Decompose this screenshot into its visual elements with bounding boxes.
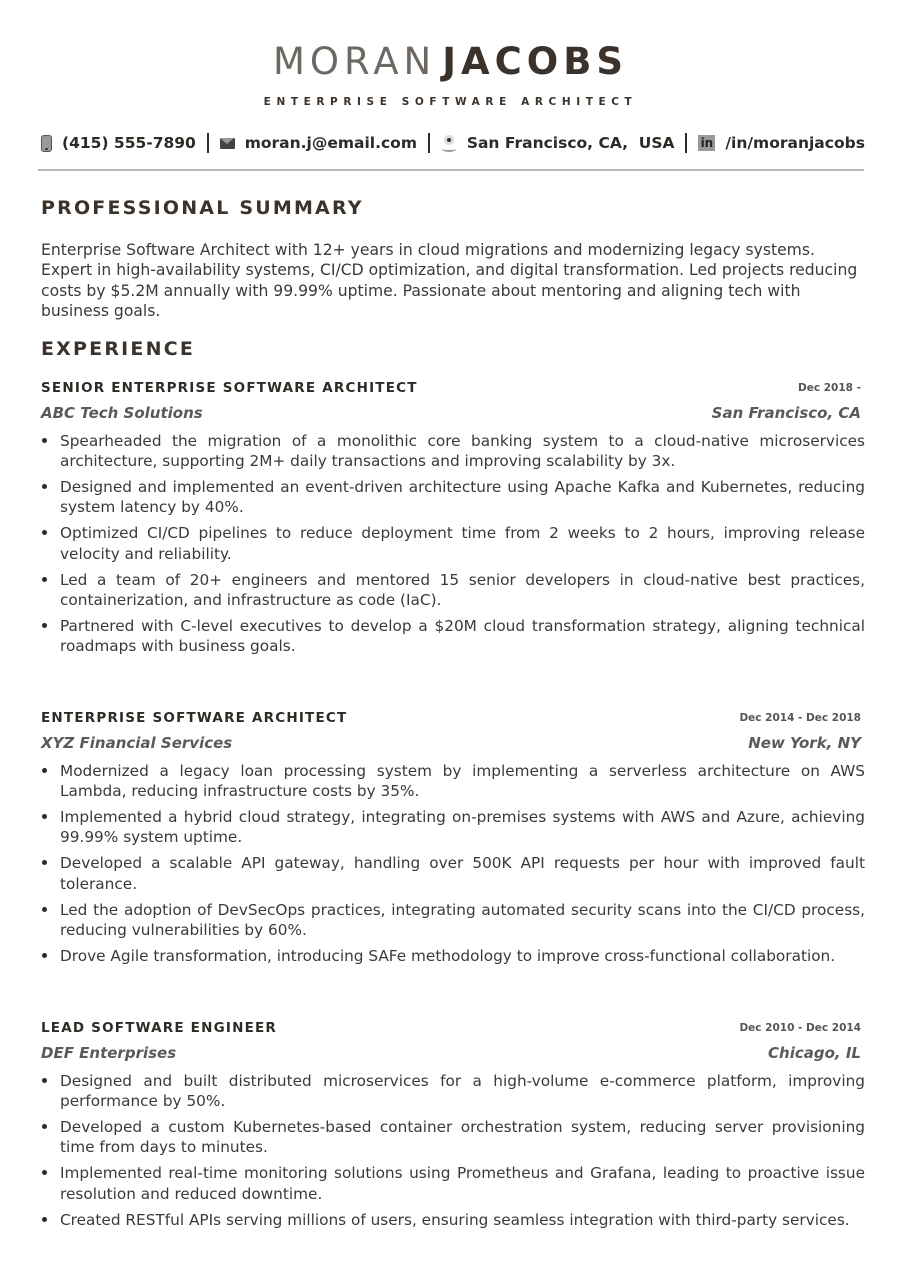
job-bullets <box>41 761 865 966</box>
job-title: SENIOR ENTERPRISE SOFTWARE ARCHITECT <box>41 380 418 396</box>
job-company: DEF Enterprises <box>41 1044 177 1062</box>
contact-divider <box>428 133 430 153</box>
bullet-item: Implemented real-time monitoring solutions using Prometheus and Grafana, leading to proactive issue resolution and reduced downtime. <box>41 1163 865 1204</box>
email-address[interactable]: moran.j@email.com <box>244 134 417 152</box>
first-name: MORAN <box>272 40 437 83</box>
bullet-item: Implemented a hybrid cloud strategy, integrating on-premises systems with AWS and Azure, achieving 99.99% system uptime. <box>41 807 865 848</box>
job-title-subtitle: ENTERPRISE SOFTWARE ARCHITECT <box>263 96 638 108</box>
bullet-item: Designed and built distributed microservices for a high-volume e-commerce platform, improving performance by 50%. <box>41 1071 865 1112</box>
contact-linkedin <box>698 134 865 152</box>
job-company: XYZ Financial Services <box>41 734 233 752</box>
phone-icon <box>41 135 52 152</box>
contact-email <box>220 134 417 152</box>
bullet-item: Created RESTful APIs serving millions of users, ensuring seamless integration with third-party services. <box>41 1210 865 1230</box>
contact-phone <box>41 134 196 152</box>
job-dates: Dec 2010 - Dec 2014 <box>739 1022 861 1034</box>
job-entry <box>41 709 865 972</box>
job-title: ENTERPRISE SOFTWARE ARCHITECT <box>41 710 348 726</box>
bullet-item: Designed and implemented an event-driven architecture using Apache Kafka and Kubernetes, reducing system latency by 40%. <box>41 477 865 518</box>
job-dates: Dec 2014 - Dec 2018 <box>739 712 861 724</box>
job-title: LEAD SOFTWARE ENGINEER <box>41 1020 278 1036</box>
job-entry <box>41 1019 865 1235</box>
job-bullets <box>41 431 865 656</box>
location-pin-icon <box>441 134 457 152</box>
summary-heading: PROFESSIONAL SUMMARY <box>41 197 364 219</box>
job-entry <box>41 379 865 662</box>
linkedin-icon: in <box>698 135 715 151</box>
bullet-item: Led the adoption of DevSecOps practices, integrating automated security scans into the CI/CD process, reducing vulnerabilities by 60%. <box>41 900 865 941</box>
job-location: New York, NY <box>748 734 861 752</box>
job-header <box>41 379 865 425</box>
contact-bar <box>41 131 865 155</box>
bullet-item: Developed a custom Kubernetes-based container orchestration system, reducing server provisioning time from days to minutes. <box>41 1117 865 1158</box>
bullet-item: Drove Agile transformation, introducing SAFe methodology to improve cross-functional collaboration. <box>41 946 865 966</box>
candidate-name <box>0 40 901 84</box>
contact-divider <box>685 133 687 153</box>
job-location: Chicago, IL <box>768 1044 861 1062</box>
phone-number[interactable]: (415) 555-7890 <box>62 134 196 152</box>
header-divider <box>38 169 864 171</box>
summary-text: Enterprise Software Architect with 12+ years in cloud migrations and modernizing legacy systems. Expert in high-availability systems, CI/CD optimization, and digital transformation. Led projects reducing costs by $5.2M annually with 99.99% uptime. Passionate about mentoring and aligning tech with business goals. <box>41 241 858 320</box>
job-bullets <box>41 1071 865 1230</box>
contact-divider <box>207 133 209 153</box>
mail-icon <box>220 138 235 149</box>
bullet-item: Modernized a legacy loan processing system by implementing a serverless architecture on AWS Lambda, reducing infrastructure costs by 35%. <box>41 761 865 802</box>
bullet-item: Developed a scalable API gateway, handling over 500K API requests per hour with improved fault tolerance. <box>41 853 865 894</box>
bullet-item: Partnered with C-level executives to develop a $20M cloud transformation strategy, aligning technical roadmaps with business goals. <box>41 616 865 657</box>
job-header <box>41 709 865 755</box>
last-name: JACOBS <box>442 40 629 83</box>
contact-location <box>441 134 675 152</box>
bullet-item: Optimized CI/CD pipelines to reduce deployment time from 2 weeks to 2 hours, improving release velocity and reliability. <box>41 523 865 564</box>
job-company: ABC Tech Solutions <box>41 404 203 422</box>
linkedin-handle[interactable]: /in/moranjacobs <box>725 134 865 152</box>
bullet-item: Spearheaded the migration of a monolithic core banking system to a cloud-native microservices architecture, supporting 2M+ daily transactions and improving scalability by 3x. <box>41 431 865 472</box>
experience-heading: EXPERIENCE <box>41 338 196 360</box>
job-location: San Francisco, CA <box>711 404 861 422</box>
bullet-item: Led a team of 20+ engineers and mentored 15 senior developers in cloud-native best practices, containerization, and infrastructure as code (IaC). <box>41 570 865 611</box>
job-dates: Dec 2018 - <box>798 382 861 394</box>
location-text: San Francisco, CA, USA <box>466 134 675 152</box>
job-header <box>41 1019 865 1065</box>
